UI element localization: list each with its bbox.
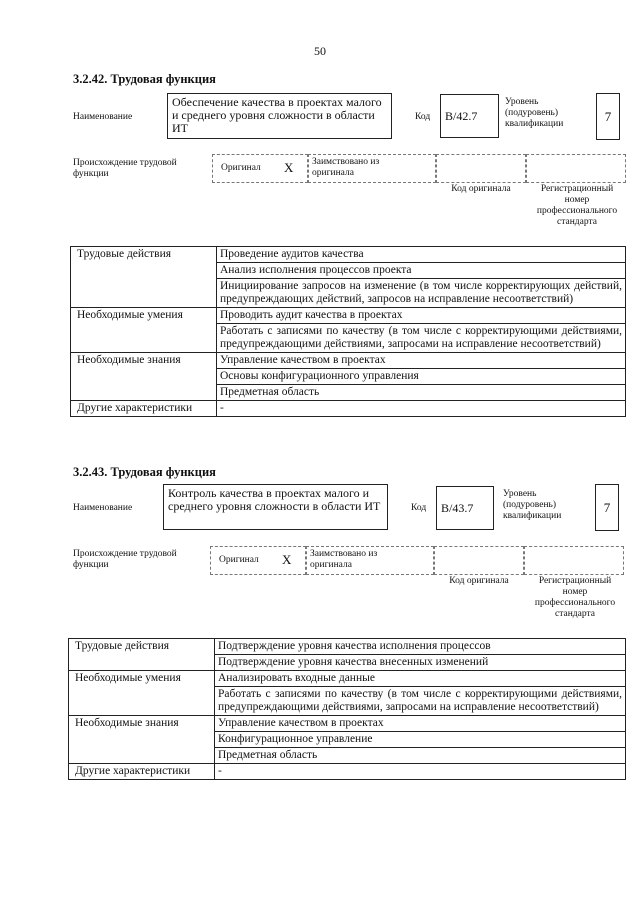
table-row <box>71 353 626 369</box>
section-title: 3.2.42. Трудовая функция <box>73 72 216 86</box>
page-number: 50 <box>314 44 326 58</box>
original-code-cell <box>436 154 526 183</box>
other-label: Другие характеристики <box>69 764 215 780</box>
skill-item: Анализировать входные данные <box>215 671 626 687</box>
reg-number-cell <box>524 546 624 575</box>
table-row <box>69 716 626 732</box>
other-label: Другие характеристики <box>71 401 217 417</box>
code-label: Код <box>411 503 427 513</box>
action-item: Подтверждение уровня качества исполнения процессов <box>215 639 626 655</box>
original-checkmark: X <box>284 160 294 175</box>
skill-item: Проводить аудит качества в проектах <box>217 308 626 324</box>
other-value: - <box>217 401 626 417</box>
function-name-box: Обеспечение качества в проектах малого и среднего уровня сложности в области ИТ <box>167 93 392 139</box>
qualification-level-label: Уровень (подуровень) квалификации <box>505 97 564 129</box>
code-value-box: B/43.7 <box>436 486 494 530</box>
table-row <box>71 308 626 324</box>
skill-item: Работать с записями по качеству (в том числе с корректирующими действиями, предупреждающими действиями, запросами на исправление несоответствий) <box>217 324 626 353</box>
skill-item: Работать с записями по качеству (в том числе с корректирующими действиями, предупреждающими действиями, запросами на исправление несоответствий) <box>215 687 626 716</box>
function-name-box: Контроль качества в проектах малого и среднего уровня сложности в области ИТ <box>163 484 388 530</box>
knowledge-item: Основы конфигурационного управления <box>217 369 626 385</box>
knowledge-label: Необходимые знания <box>71 353 217 401</box>
knowledge-item: Предметная область <box>217 385 626 401</box>
section-title: 3.2.43. Трудовая функция <box>73 465 216 479</box>
table-row <box>69 764 626 780</box>
skills-label: Необходимые умения <box>69 671 215 716</box>
original-label: Оригинал <box>219 555 259 565</box>
qualification-level-box: 7 <box>595 484 619 531</box>
name-label: Наименование <box>73 503 133 513</box>
table-row <box>71 401 626 417</box>
table-row <box>71 247 626 263</box>
original-label: Оригинал <box>221 163 261 173</box>
reg-number-label: Регистрационный номер профессионального стандарта <box>536 184 618 227</box>
knowledge-item: Управление качеством в проектах <box>215 716 626 732</box>
origin-label: Происхождение трудовой функции <box>73 549 177 570</box>
labor-function-table <box>68 638 626 780</box>
actions-label: Трудовые действия <box>69 639 215 671</box>
action-item: Подтверждение уровня качества внесенных изменений <box>215 655 626 671</box>
labor-function-table <box>70 246 626 417</box>
name-label: Наименование <box>73 112 133 122</box>
code-value-box: B/42.7 <box>440 94 499 138</box>
action-item: Анализ исполнения процессов проекта <box>217 263 626 279</box>
code-label: Код <box>415 112 431 122</box>
borrowed-label: Заимствовано из оригинала <box>312 157 380 178</box>
knowledge-item: Предметная область <box>215 748 626 764</box>
original-code-cell <box>434 546 524 575</box>
skills-label: Необходимые умения <box>71 308 217 353</box>
other-value: - <box>215 764 626 780</box>
original-checkmark: X <box>282 552 292 567</box>
original-code-label: Код оригинала <box>449 576 509 586</box>
borrowed-label: Заимствовано из оригинала <box>310 549 378 570</box>
knowledge-label: Необходимые знания <box>69 716 215 764</box>
origin-label: Происхождение трудовой функции <box>73 158 177 179</box>
qualification-level-label: Уровень (подуровень) квалификации <box>503 489 562 521</box>
action-item: Инициирование запросов на изменение (в том числе корректирующих действий, предупреждающих действий, запросов на исправление несоответствий) <box>217 279 626 308</box>
reg-number-label: Регистрационный номер профессионального стандарта <box>534 576 616 619</box>
knowledge-item: Управление качеством в проектах <box>217 353 626 369</box>
table-row <box>69 639 626 655</box>
original-code-label: Код оригинала <box>451 184 511 194</box>
reg-number-cell <box>526 154 626 183</box>
table-row <box>69 671 626 687</box>
action-item: Проведение аудитов качества <box>217 247 626 263</box>
knowledge-item: Конфигурационное управление <box>215 732 626 748</box>
actions-label: Трудовые действия <box>71 247 217 308</box>
qualification-level-box: 7 <box>596 93 620 140</box>
